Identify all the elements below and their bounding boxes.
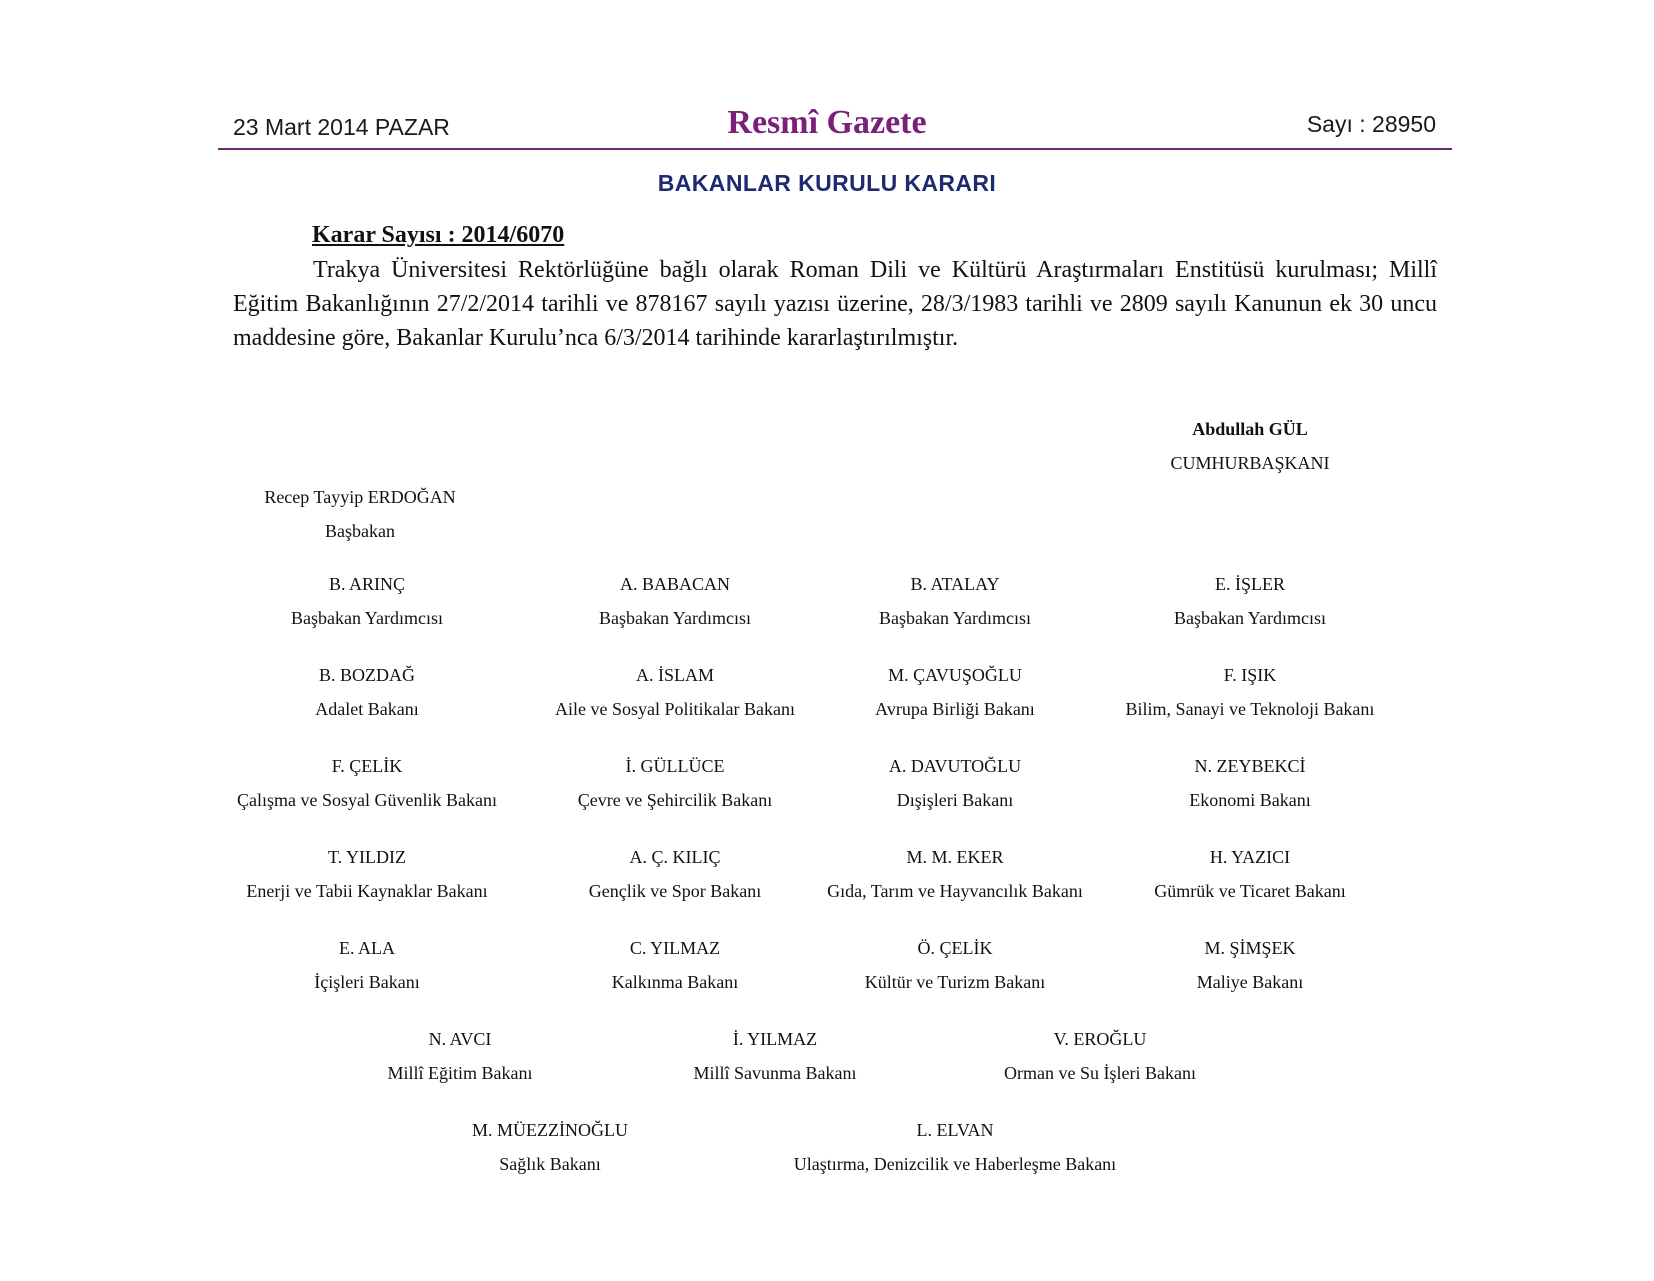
signature-title: Başbakan <box>325 521 395 541</box>
signature-name: N. AVCI <box>428 1029 492 1049</box>
signature-minister <box>760 1113 1150 1181</box>
signature-minister <box>222 840 512 908</box>
signature-title: Orman ve Su İşleri Bakanı <box>1004 1063 1196 1083</box>
signature-minister <box>530 567 820 635</box>
signature-minister <box>222 658 512 726</box>
signature-name: T. YILDIZ <box>328 847 406 867</box>
signature-title: Maliye Bakanı <box>1196 972 1304 992</box>
signature-name: F. IŞIK <box>1223 665 1277 685</box>
signature-name: Abdullah GÜL <box>1192 419 1308 439</box>
signature-title: Başbakan Yardımcısı <box>599 608 751 628</box>
signature-minister <box>222 567 512 635</box>
signature-minister <box>530 749 820 817</box>
signature-title: Başbakan Yardımcısı <box>879 608 1031 628</box>
signature-title: İçişleri Bakanı <box>314 972 420 992</box>
issue-number: Sayı : 28950 <box>1306 111 1436 137</box>
signature-minister <box>222 749 512 817</box>
signature-name: A. DAVUTOĞLU <box>888 756 1022 776</box>
signature-name: B. ATALAY <box>910 574 1000 594</box>
signature-prime-minister <box>220 480 500 548</box>
signature-title: Kültür ve Turizm Bakanı <box>864 972 1046 992</box>
decision-text: Trakya Üniversitesi Rektörlüğüne bağlı olarak Roman Dili ve Kültürü Araştırmaları Enstitüsü kurulması; Millî Eğitim Bakanlığının 27/2/2014 tarihli ve 878167 sayılı yazısı üzerine, 28/3/1983 tarihli ve 2809 sayılı Kanunun ek 30 uncu maddesine göre, Bakanlar Kurulu’nca 6/3/2014 tarihinde kararlaştırılmıştır. <box>233 257 1437 351</box>
signature-title: Çevre ve Şehircilik Bakanı <box>577 790 773 810</box>
signature-minister <box>1105 749 1395 817</box>
signature-title: Gençlik ve Spor Bakanı <box>588 881 762 901</box>
signature-name: A. Ç. KILIÇ <box>629 847 721 867</box>
signature-name: B. BOZDAĞ <box>318 665 415 685</box>
signature-title: Çalışma ve Sosyal Güvenlik Bakanı <box>237 790 497 810</box>
signature-name: F. ÇELİK <box>331 756 403 776</box>
signature-minister <box>810 840 1100 908</box>
gazette-title: Resmî Gazete <box>727 104 927 141</box>
signature-title: Dışişleri Bakanı <box>896 790 1014 810</box>
document-heading: BAKANLAR KURULU KARARI <box>657 170 997 196</box>
signature-title: Ulaştırma, Denizcilik ve Haberleşme Bakanı <box>793 1154 1117 1174</box>
signature-title: Başbakan Yardımcısı <box>1174 608 1326 628</box>
signature-title: Sağlık Bakanı <box>499 1154 601 1174</box>
signature-name: C. YILMAZ <box>629 938 721 958</box>
signature-minister <box>810 931 1100 999</box>
signature-minister <box>1105 931 1395 999</box>
signature-name: M. ÇAVUŞOĞLU <box>888 665 1022 685</box>
signature-name: M. MÜEZZİNOĞLU <box>472 1120 628 1140</box>
signature-name: B. ARINÇ <box>328 574 406 594</box>
signature-title: Avrupa Birliği Bakanı <box>875 699 1035 719</box>
signature-minister <box>1105 567 1395 635</box>
signature-name: L. ELVAN <box>916 1120 994 1140</box>
signature-president <box>1130 412 1370 480</box>
signature-minister <box>810 658 1100 726</box>
signature-name: V. EROĞLU <box>1053 1029 1147 1049</box>
signature-name: İ. GÜLLÜCE <box>625 756 725 776</box>
signature-name: Ö. ÇELİK <box>917 938 993 958</box>
signature-minister <box>1105 658 1395 726</box>
publication-date: 23 Mart 2014 PAZAR <box>233 114 450 140</box>
signature-name: İ. YILMAZ <box>732 1029 818 1049</box>
signature-title: Aile ve Sosyal Politikalar Bakanı <box>555 699 795 719</box>
signature-title: CUMHURBAŞKANI <box>1170 453 1330 473</box>
signature-minister <box>222 931 512 999</box>
signature-minister <box>810 567 1100 635</box>
signature-name: E. ALA <box>339 938 395 958</box>
signature-title: Gümrük ve Ticaret Bakanı <box>1154 881 1346 901</box>
signature-name: E. İŞLER <box>1215 574 1285 594</box>
signature-minister <box>955 1022 1245 1090</box>
signature-minister <box>630 1022 920 1090</box>
signature-name: M. ŞİMŞEK <box>1204 938 1296 958</box>
signature-minister <box>315 1022 605 1090</box>
signature-minister <box>1105 840 1395 908</box>
signature-minister <box>810 749 1100 817</box>
signature-minister <box>530 931 820 999</box>
signature-title: Gıda, Tarım ve Hayvancılık Bakanı <box>827 881 1083 901</box>
signature-title: Bilim, Sanayi ve Teknoloji Bakanı <box>1125 699 1375 719</box>
signature-minister <box>530 840 820 908</box>
signature-title: Millî Eğitim Bakanı <box>387 1063 533 1083</box>
signature-title: Kalkınma Bakanı <box>611 972 739 992</box>
signature-title: Enerji ve Tabii Kaynaklar Bakanı <box>246 881 488 901</box>
signature-name: A. BABACAN <box>619 574 730 594</box>
signature-minister <box>530 658 820 726</box>
signature-title: Adalet Bakanı <box>315 699 419 719</box>
signature-name: Recep Tayyip ERDOĞAN <box>264 487 456 507</box>
signature-title: Millî Savunma Bakanı <box>693 1063 857 1083</box>
header-divider <box>218 148 1452 150</box>
signature-title: Ekonomi Bakanı <box>1189 790 1311 810</box>
signature-name: M. M. EKER <box>906 847 1004 867</box>
signature-name: A. İSLAM <box>635 665 714 685</box>
decision-number: Karar Sayısı : 2014/6070 <box>312 222 565 248</box>
signature-name: N. ZEYBEKCİ <box>1194 756 1306 776</box>
signature-minister <box>405 1113 695 1181</box>
signature-title: Başbakan Yardımcısı <box>291 608 443 628</box>
signature-name: H. YAZICI <box>1209 847 1291 867</box>
